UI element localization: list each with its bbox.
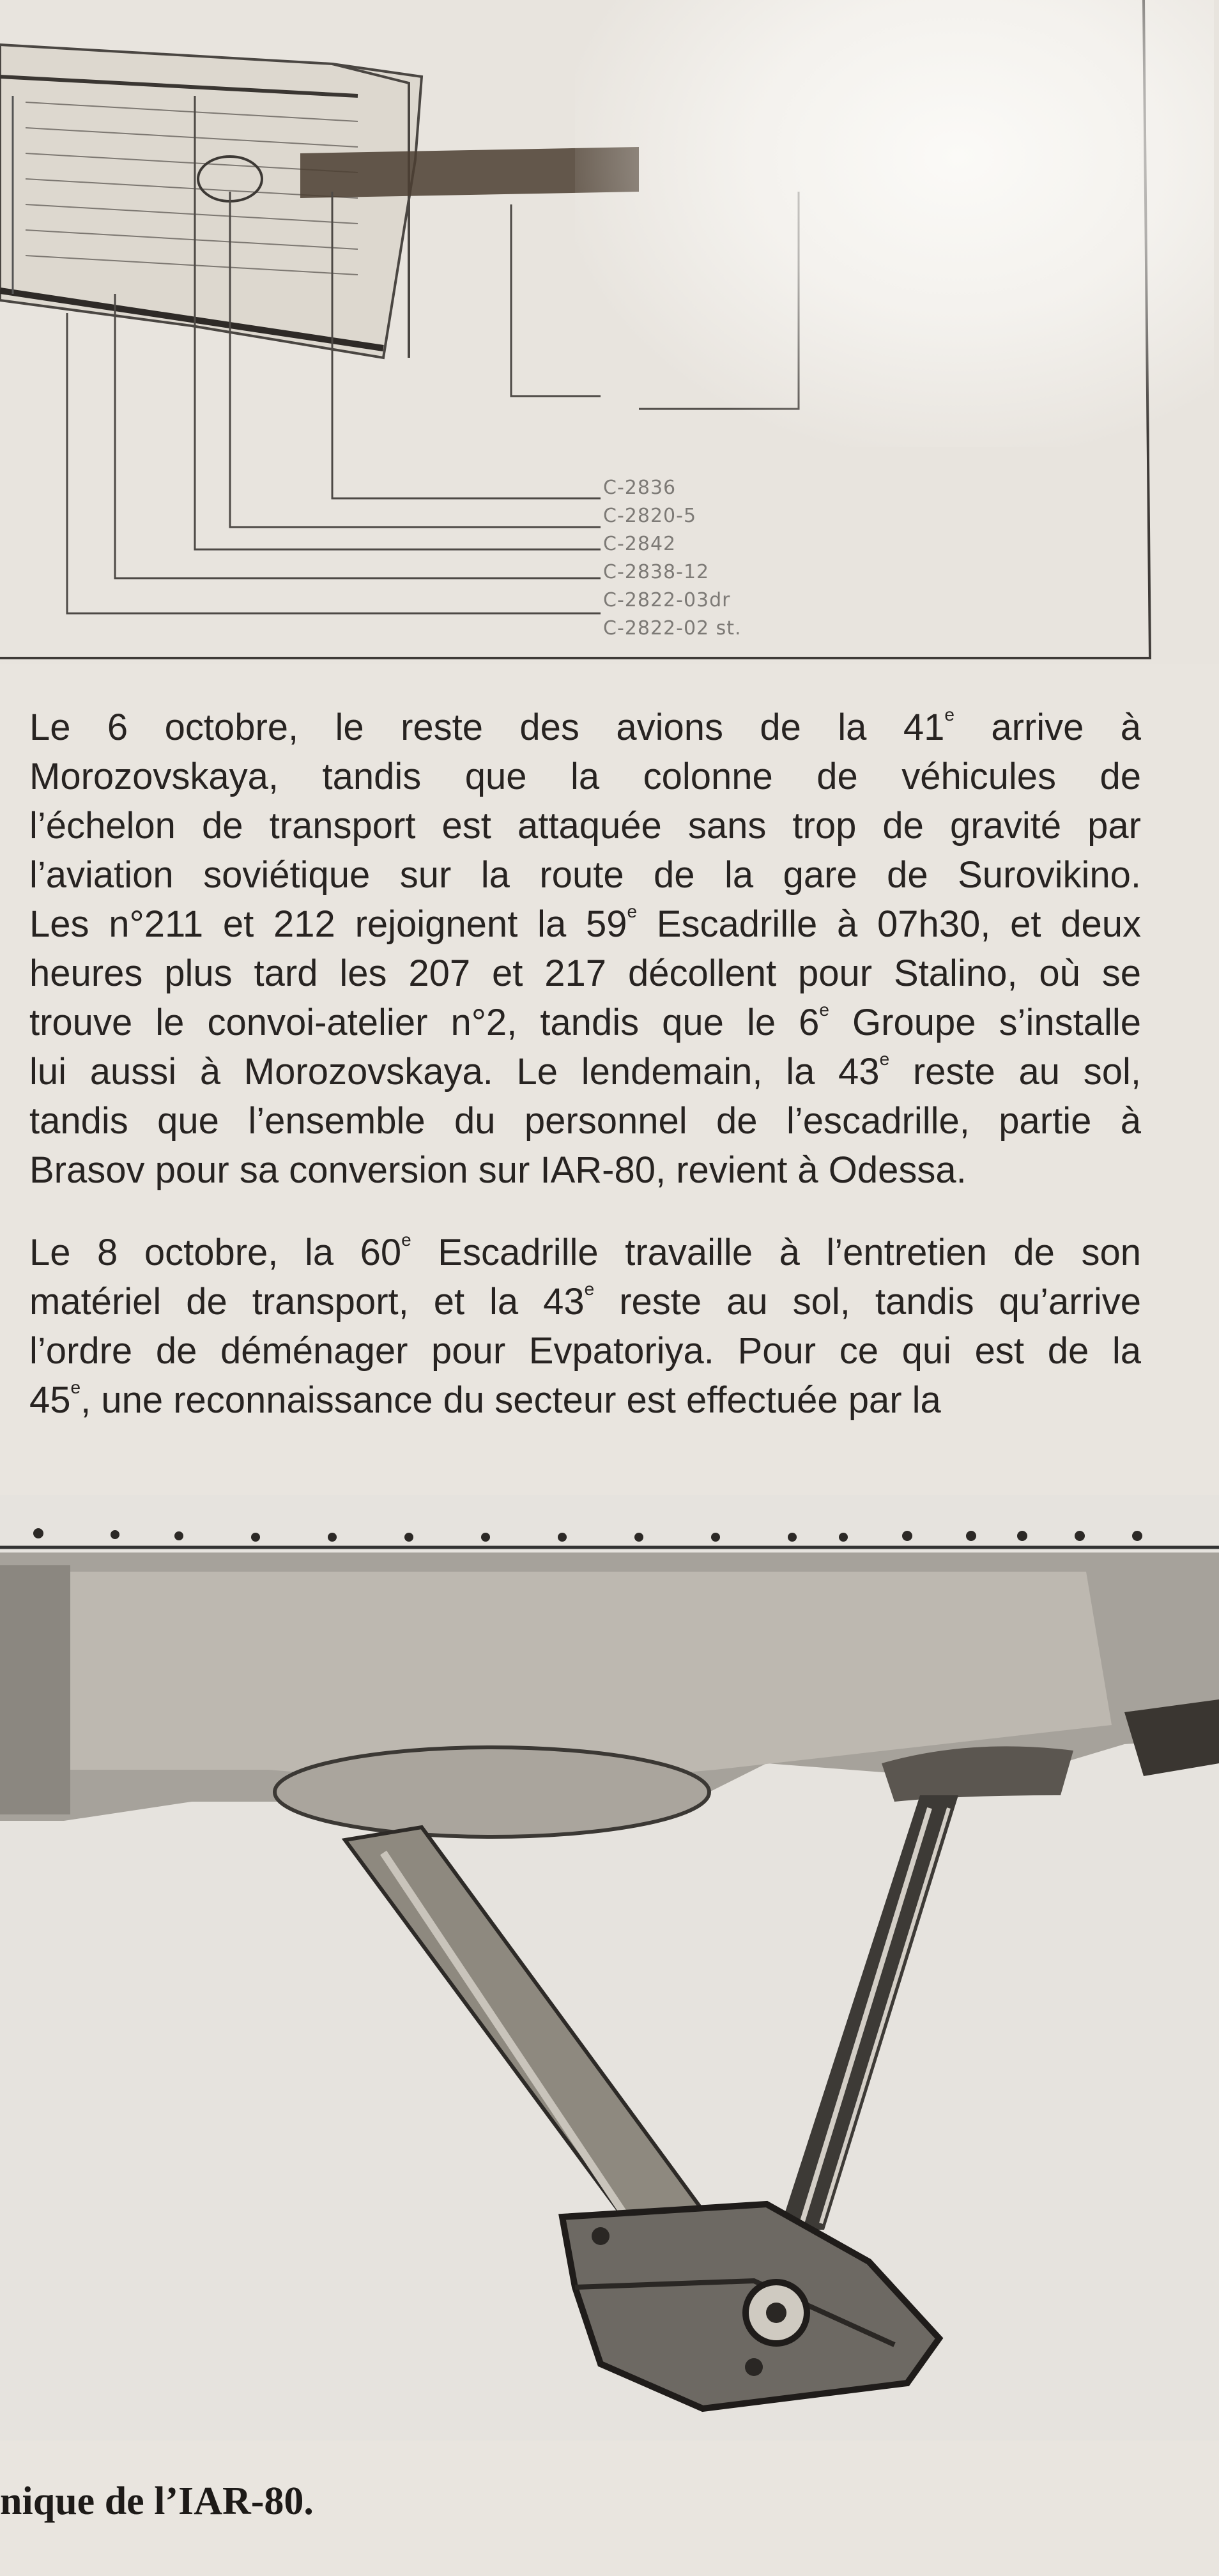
- text-run: tandis que l’ensemble du personnel de l’escadrille, partie à: [29, 1100, 1141, 1142]
- technical-drawing: [0, 0, 1219, 664]
- text-run: Morozovskaya, tandis que la colonne de véhicules de: [29, 756, 1141, 797]
- text-run: lui aussi à Morozovskaya. Le lendemain, la 43: [29, 1051, 880, 1092]
- text-run: Brasov pour sa conversion sur IAR-80, revient à Odessa.: [29, 1149, 967, 1191]
- text-run: l’ordre de déménager pour Evpatoriya. Pour ce qui est de la: [29, 1330, 1141, 1372]
- part-number-label: C-2842: [603, 533, 677, 555]
- text-line: [29, 998, 1141, 1047]
- part-number-label: C-2822-02 st.: [603, 617, 742, 640]
- paper-glare: [575, 0, 1214, 447]
- text-run: l’aviation soviétique sur la route de la gare de Surovikino.: [29, 854, 1141, 896]
- text-run: reste au sol, tandis qu’arrive: [594, 1281, 1141, 1322]
- ordinal-superscript: e: [879, 1049, 890, 1069]
- text-line: [29, 1376, 1141, 1425]
- text-run: , une reconnaissance du secteur est effectuée par la: [80, 1379, 941, 1421]
- ordinal-superscript: e: [70, 1377, 81, 1397]
- text-line: [29, 703, 1141, 752]
- ordinal-superscript: e: [944, 705, 954, 724]
- text-line: [29, 1096, 1141, 1146]
- text-run: heures plus tard les 207 et 217 décollent pour Stalino, où se: [29, 953, 1141, 994]
- text-run: trouve le convoi-atelier n°2, tandis que le 6: [29, 1002, 820, 1043]
- text-run: arrive à: [954, 707, 1142, 748]
- ordinal-superscript: e: [627, 901, 638, 921]
- text-line: [29, 801, 1141, 850]
- text-run: Escadrille à 07h30, et deux: [637, 903, 1142, 945]
- text-line: [29, 1146, 1141, 1195]
- text-line: [29, 949, 1141, 998]
- ordinal-superscript: e: [584, 1279, 595, 1299]
- text-run: 45: [29, 1379, 71, 1421]
- landing-gear-photo: [0, 1495, 1219, 2441]
- text-run: reste au sol,: [889, 1051, 1141, 1092]
- ordinal-superscript: e: [819, 1000, 829, 1020]
- landing-gear-image: [0, 1495, 1219, 2441]
- text-run: Escadrille travaille à l’entretien de son: [411, 1232, 1141, 1273]
- text-line: [29, 1047, 1141, 1096]
- text-run: Les n°211 et 212 rejoignent la 59: [29, 903, 627, 945]
- text-line: [29, 1277, 1141, 1326]
- paragraph: [29, 1228, 1141, 1425]
- body-text: [29, 703, 1141, 1458]
- text-run: l’échelon de transport est attaquée sans trop de gravité par: [29, 805, 1141, 847]
- figure-caption: nique de l’IAR-80.: [0, 2480, 314, 2523]
- text-run: Groupe s’installe: [829, 1002, 1141, 1043]
- part-number-label: C-2820-5: [603, 505, 697, 527]
- ordinal-superscript: e: [401, 1230, 411, 1250]
- text-run: Le 8 octobre, la 60: [29, 1232, 402, 1273]
- text-run: matériel de transport, et la 43: [29, 1281, 585, 1322]
- part-number-label: C-2838-12: [603, 561, 710, 583]
- paragraph: [29, 703, 1141, 1195]
- part-number-label: C-2822-03dr: [603, 589, 731, 611]
- text-run: Le 6 octobre, le reste des avions de la 41: [29, 707, 945, 748]
- text-line: [29, 1326, 1141, 1376]
- part-number-label: C-2836: [603, 477, 677, 499]
- text-line: [29, 900, 1141, 949]
- text-line: [29, 752, 1141, 801]
- text-line: [29, 850, 1141, 900]
- text-line: [29, 1228, 1141, 1277]
